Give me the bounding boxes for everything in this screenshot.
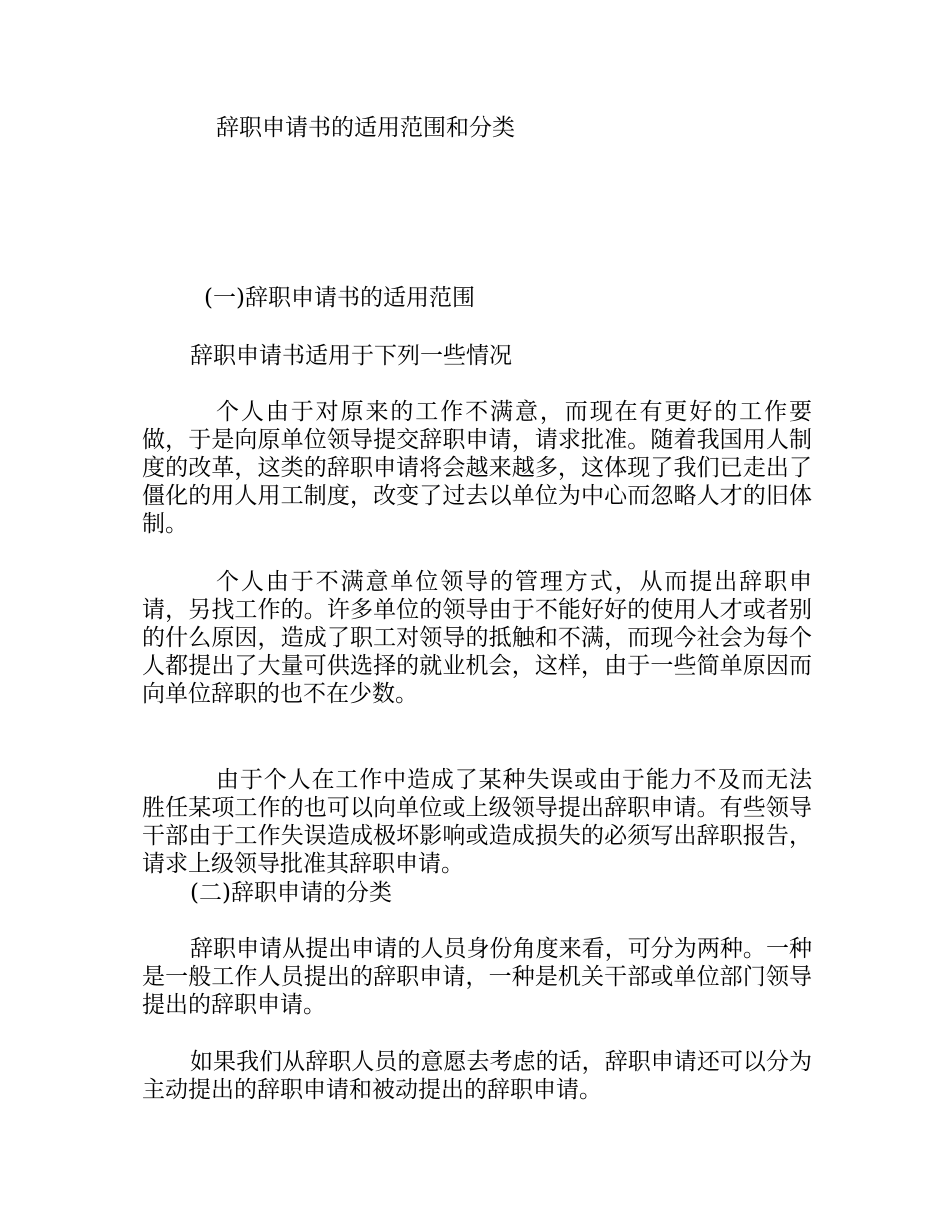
- paragraph-classification-1: 辞职申请从提出申请的人员身份角度来看，可分为两种。一种是一般工作人员提出的辞职申请，一种是机关干部或单位部门领导提出的辞职申请。: [142, 936, 812, 1018]
- paragraph-scope-2: 个人由于不满意单位领导的管理方式，从而提出辞职申请，另找工作的。许多单位的领导由于不能好好的使用人才或者别的什么原因，造成了职工对领导的抵触和不满，而现今社会为每个人都提出了大量可供选择的就业机会，这样，由于一些简单原因而向单位辞职的也不在少数。: [142, 569, 812, 707]
- paragraph-scope-3: 由于个人在工作中造成了某种失误或由于能力不及而无法胜任某项工作的也可以向单位或上级领导提出辞职申请。有些领导干部由于工作失误造成极坏影响或造成损失的必须写出辞职报告，请求上级领导批准其辞职申请。: [142, 767, 812, 877]
- section-heading-classification: (二)辞职申请的分类: [190, 880, 392, 906]
- document-title: 辞职申请书的适用范围和分类: [216, 115, 515, 141]
- section-intro: 辞职申请书适用于下列一些情况: [190, 343, 512, 369]
- section-heading-scope: (一)辞职申请书的适用范围: [204, 285, 475, 311]
- paragraph-scope-1: 个人由于对原来的工作不满意，而现在有更好的工作要做，于是向原单位领导提交辞职申请，请求批准。随着我国用人制度的改革，这类的辞职申请将会越来越多，这体现了我们已走出了僵化的用人用工制度，改变了过去以单位为中心而忽略人才的旧体制。: [142, 399, 812, 537]
- paragraph-classification-2: 如果我们从辞职人员的意愿去考虑的话，辞职申请还可以分为主动提出的辞职申请和被动提出的辞职申请。: [142, 1049, 812, 1103]
